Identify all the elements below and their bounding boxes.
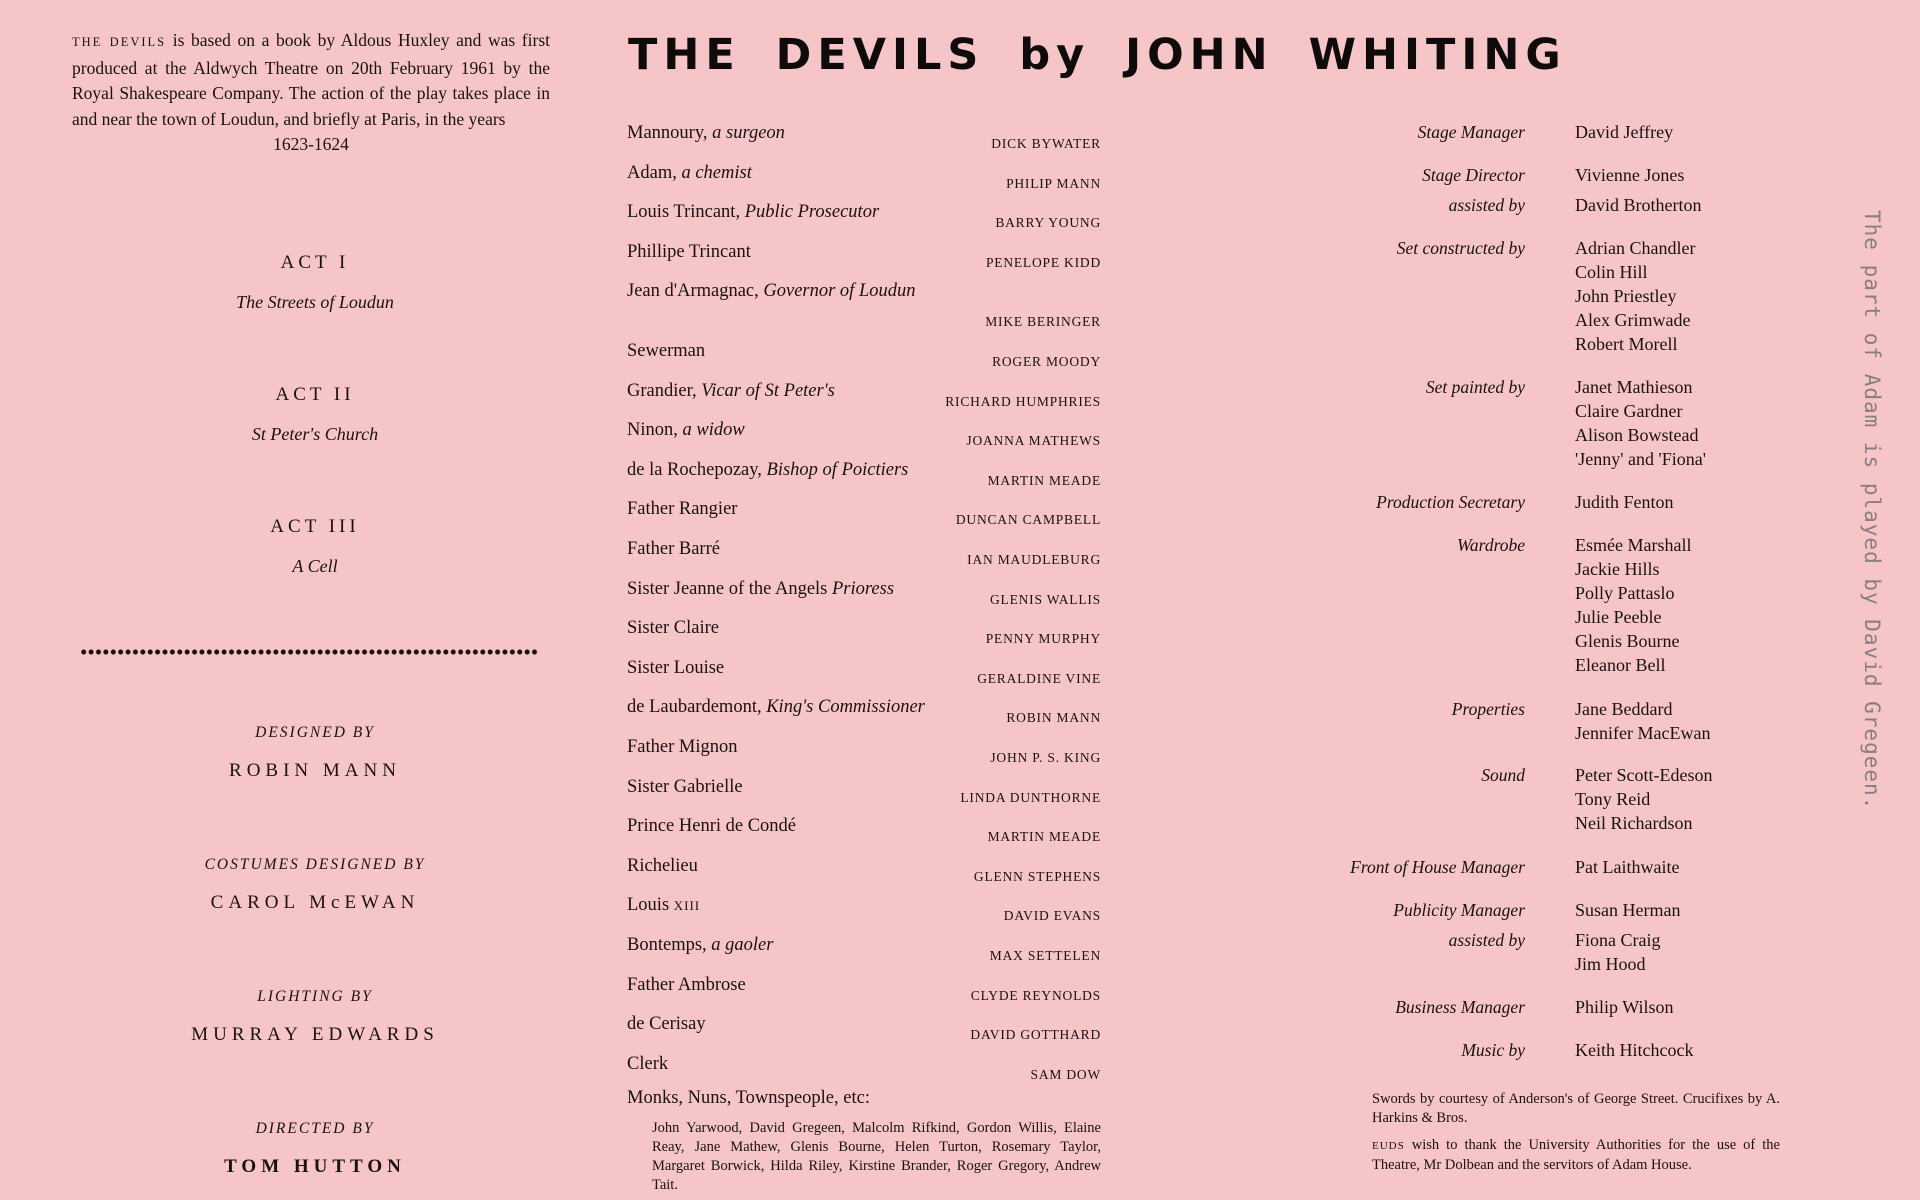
act-3	[140, 516, 490, 577]
staff-names	[1575, 995, 1673, 1019]
cast-row	[627, 815, 1101, 845]
act-1	[140, 252, 490, 313]
act-place: The Streets of Loudun	[236, 292, 394, 312]
staff-name: Alison Bowstead	[1575, 425, 1699, 445]
actor-name: RICHARD HUMPHRIES	[945, 393, 1101, 409]
credit-role: COSTUMES DESIGNED BY	[204, 856, 426, 873]
actor-name: IAN MAUDLEBURG	[967, 552, 1101, 567]
character-name: Bontemps, a gaoler	[627, 935, 774, 955]
actor-name: JOANNA MATHEWS	[966, 433, 1101, 449]
act-place: A Cell	[292, 556, 338, 576]
cast-row	[627, 1013, 1101, 1043]
act-number: ACT II	[275, 384, 355, 405]
credit-costumes	[140, 856, 490, 914]
credit-role: DIRECTED BY	[255, 1120, 375, 1137]
staff-name: Claire Gardner	[1575, 401, 1683, 421]
actor-name: GLENIS WALLIS	[989, 591, 1101, 607]
actor-name: GERALDINE VINE	[977, 670, 1101, 686]
cast-row	[627, 617, 1101, 647]
swords-note: Swords by courtesy of Anderson's of George Street. Crucifixes by A. Harkins & Bros.	[1372, 1091, 1780, 1126]
staff-role: Publicity Manager	[1393, 900, 1525, 920]
act-number: ACT I	[280, 252, 350, 273]
staff-name: Julie Peeble	[1575, 607, 1662, 627]
credit-name: ROBIN MANN	[229, 760, 401, 781]
cast-row	[627, 578, 1101, 608]
character-name: Grandier, Vicar of St Peter's	[627, 380, 835, 401]
staff-name: David Jeffrey	[1575, 122, 1674, 142]
actor-name: MARTIN MEADE	[987, 472, 1101, 488]
staff-name: Tony Reid	[1575, 789, 1651, 809]
cast-row	[627, 201, 1101, 231]
credit-designer	[140, 724, 490, 782]
staff-names	[1575, 855, 1679, 879]
staff-names	[1575, 193, 1701, 217]
staff-role: Properties	[1451, 699, 1525, 719]
intro-paragraph	[72, 28, 550, 158]
staff-role: Sound	[1481, 765, 1525, 785]
staff-names	[1575, 375, 1706, 471]
act-number: ACT III	[270, 516, 360, 537]
staff-names	[1575, 763, 1712, 835]
actor-name: PHILIP MANN	[1006, 175, 1101, 191]
staff-name: Jackie Hills	[1575, 559, 1660, 579]
character-name: Jean d'Armagnac, Governor of Loudun	[627, 281, 916, 302]
character-name: de Cerisay	[627, 1014, 706, 1035]
staff-name: Alex Grimwade	[1575, 310, 1691, 330]
character-name: Father Mignon	[627, 737, 738, 757]
staff-name: Glenis Bourne	[1575, 631, 1680, 651]
cast-row	[627, 498, 1101, 528]
staff-role: Music by	[1461, 1040, 1525, 1060]
staff-name: Colin Hill	[1575, 262, 1648, 282]
actor-name: BARRY YOUNG	[995, 215, 1101, 231]
cast-row	[627, 280, 1101, 330]
character-name: Adam, a chemist	[627, 162, 752, 183]
staff-names	[1575, 697, 1710, 745]
intro-years: 1623-1624	[273, 134, 349, 154]
cast-row	[627, 538, 1101, 568]
cast-row	[627, 1053, 1101, 1083]
staff-name: Jim Hood	[1575, 954, 1646, 974]
thanks-note	[1372, 1136, 1780, 1175]
ensemble-heading: Monks, Nuns, Townspeople, etc:	[627, 1088, 870, 1108]
cast-row	[627, 162, 1101, 192]
character-name: Father Ambrose	[627, 974, 746, 995]
character-name: Sister Claire	[627, 618, 719, 639]
staff-name: Robert Morell	[1575, 334, 1678, 354]
actor-name: PENNY MURPHY	[985, 631, 1101, 647]
staff-name: Susan Herman	[1575, 900, 1681, 920]
credit-director	[140, 1120, 490, 1178]
staff-names	[1575, 490, 1674, 514]
character-name: Clerk	[627, 1053, 669, 1074]
character-name: de la Rochepozay, Bishop of Poictiers	[627, 459, 909, 480]
staff-name: Philip Wilson	[1575, 997, 1674, 1017]
actor-name: PENELOPE KIDD	[985, 254, 1101, 270]
staff-name: Eleanor Bell	[1575, 655, 1666, 675]
staff-names	[1575, 928, 1661, 976]
staff-role: Wardrobe	[1456, 535, 1525, 555]
typed-stamp: The part of Adam is played by David Gregeen.	[1860, 210, 1884, 811]
credit-lighting	[140, 988, 490, 1046]
thanks-text: wish to thank the University Authorities for the use of the Theatre, Mr Dolbean and the servitors of Adam House.	[1372, 1137, 1780, 1173]
actor-name: CLYDE REYNOLDS	[970, 987, 1101, 1003]
actor-name: DUNCAN CAMPBELL	[955, 512, 1101, 528]
staff-name: Peter Scott-Edeson	[1575, 765, 1713, 785]
cast-row	[627, 340, 1101, 370]
staff-name: Polly Pattaslo	[1575, 583, 1675, 603]
cast-row	[627, 419, 1101, 449]
staff-name: 'Jenny' and 'Fiona'	[1575, 449, 1706, 469]
character-name: Sister Jeanne of the Angels Prioress	[627, 578, 895, 599]
staff-name: Janet Mathieson	[1575, 377, 1693, 397]
credit-role: LIGHTING BY	[257, 988, 373, 1005]
character-name: Sewerman	[627, 341, 706, 361]
act-place: St Peter's Church	[251, 424, 379, 444]
staff-role: Stage Director	[1422, 165, 1525, 185]
intro-lead: THE DEVILS	[72, 35, 167, 49]
staff-name: Adrian Chandler	[1575, 238, 1696, 258]
actor-name: MAX SETTELEN	[989, 948, 1101, 963]
staff-name: Judith Fenton	[1575, 492, 1674, 512]
staff-name: Neil Richardson	[1575, 813, 1693, 833]
character-name: Phillipe Trincant	[627, 241, 751, 262]
actor-name: JOHN P. S. KING	[990, 750, 1101, 765]
acknowledgements	[1372, 1090, 1780, 1183]
actor-name: GLENN STEPHENS	[973, 868, 1101, 884]
character-name: Louis XIII	[627, 895, 701, 916]
actor-name: DAVID GOTTHARD	[970, 1027, 1101, 1043]
character-name: Sister Louise	[627, 657, 725, 678]
staff-role: assisted by	[1448, 930, 1525, 950]
staff-names	[1575, 120, 1673, 144]
staff-names	[1575, 1038, 1693, 1062]
cast-row	[627, 776, 1101, 806]
actor-name: DICK BYWATER	[991, 136, 1101, 151]
credit-name: MURRAY EDWARDS	[191, 1024, 439, 1045]
staff-names	[1575, 236, 1695, 356]
staff-role: assisted by	[1448, 195, 1525, 215]
cast-row	[627, 974, 1101, 1004]
credit-name: TOM HUTTON	[224, 1156, 406, 1177]
character-name: de Laubardemont, King's Commissioner	[627, 697, 925, 718]
cast-row	[627, 459, 1101, 489]
character-name: Richelieu	[627, 855, 698, 876]
character-name: Ninon, a widow	[627, 420, 745, 441]
intro-text: is based on a book by Aldous Huxley and was first produced at the Aldwych Theatre on 20th February 1961 by the Royal Shakespeare Company. The action of the play takes place in and near the town of Loudun, and briefly at Paris, in the years	[72, 30, 550, 129]
staff-name: John Priestley	[1575, 286, 1677, 306]
staff-role: Stage Manager	[1417, 122, 1525, 142]
character-name: Father Barré	[627, 539, 720, 559]
staff-role: Set painted by	[1425, 377, 1525, 397]
page-title: THE DEVILS by JOHN WHITING	[628, 30, 1567, 80]
staff-name: Esmée Marshall	[1575, 535, 1692, 555]
character-name: Louis Trincant, Public Prosecutor	[627, 202, 880, 223]
cast-row	[627, 122, 1101, 152]
thanks-lead: EUDS	[1372, 1140, 1405, 1152]
cast-row	[627, 894, 1101, 924]
actor-name: MIKE BERINGER	[985, 314, 1101, 330]
cast-row	[627, 934, 1101, 964]
character-name: Prince Henri de Condé	[627, 816, 797, 837]
dotted-divider	[80, 648, 538, 656]
cast-row	[627, 855, 1101, 885]
staff-name: Vivienne Jones	[1575, 165, 1685, 185]
staff-name: Pat Laithwaite	[1575, 857, 1680, 877]
staff-name: Keith Hitchcock	[1575, 1040, 1694, 1060]
credit-name: CAROL McEWAN	[210, 892, 420, 913]
staff-role: Business Manager	[1395, 997, 1525, 1017]
staff-role: Set constructed by	[1396, 238, 1525, 258]
cast-row	[627, 657, 1101, 687]
staff-name: David Brotherton	[1575, 195, 1702, 215]
staff-name: Jane Beddard	[1575, 699, 1673, 719]
actor-name: ROBIN MANN	[1006, 710, 1101, 726]
staff-name: Jennifer MacEwan	[1575, 723, 1711, 743]
cast-row	[627, 736, 1101, 766]
character-name: Sister Gabrielle	[627, 776, 743, 797]
act-2	[140, 384, 490, 445]
cast-row	[627, 696, 1101, 726]
actor-name: LINDA DUNTHORNE	[960, 789, 1101, 805]
actor-name: SAM DOW	[1030, 1066, 1101, 1082]
staff-names	[1575, 163, 1684, 187]
staff-names	[1575, 533, 1691, 677]
cast-row	[627, 380, 1101, 410]
actor-name: DAVID EVANS	[1003, 908, 1101, 924]
actor-name: ROGER MOODY	[992, 354, 1101, 369]
staff-names	[1575, 898, 1680, 922]
ensemble-names: John Yarwood, David Gregeen, Malcolm Rifkind, Gordon Willis, Elaine Reay, Jane Mathew, Glenis Bourne, Helen Turton, Rosemary Taylor, Margaret Borwick, Hilda Riley, Kirstine Brander, Roger Gregory, Andrew Tait.	[652, 1120, 1101, 1193]
staff-role: Front of House Manager	[1350, 857, 1525, 877]
character-name: Mannoury, a surgeon	[627, 123, 785, 143]
character-name: Father Rangier	[627, 499, 738, 520]
credit-role: DESIGNED BY	[255, 724, 375, 741]
actor-name: MARTIN MEADE	[987, 829, 1101, 845]
staff-name: Fiona Craig	[1575, 930, 1661, 950]
staff-role: Production Secretary	[1376, 492, 1525, 512]
cast-row	[627, 241, 1101, 271]
